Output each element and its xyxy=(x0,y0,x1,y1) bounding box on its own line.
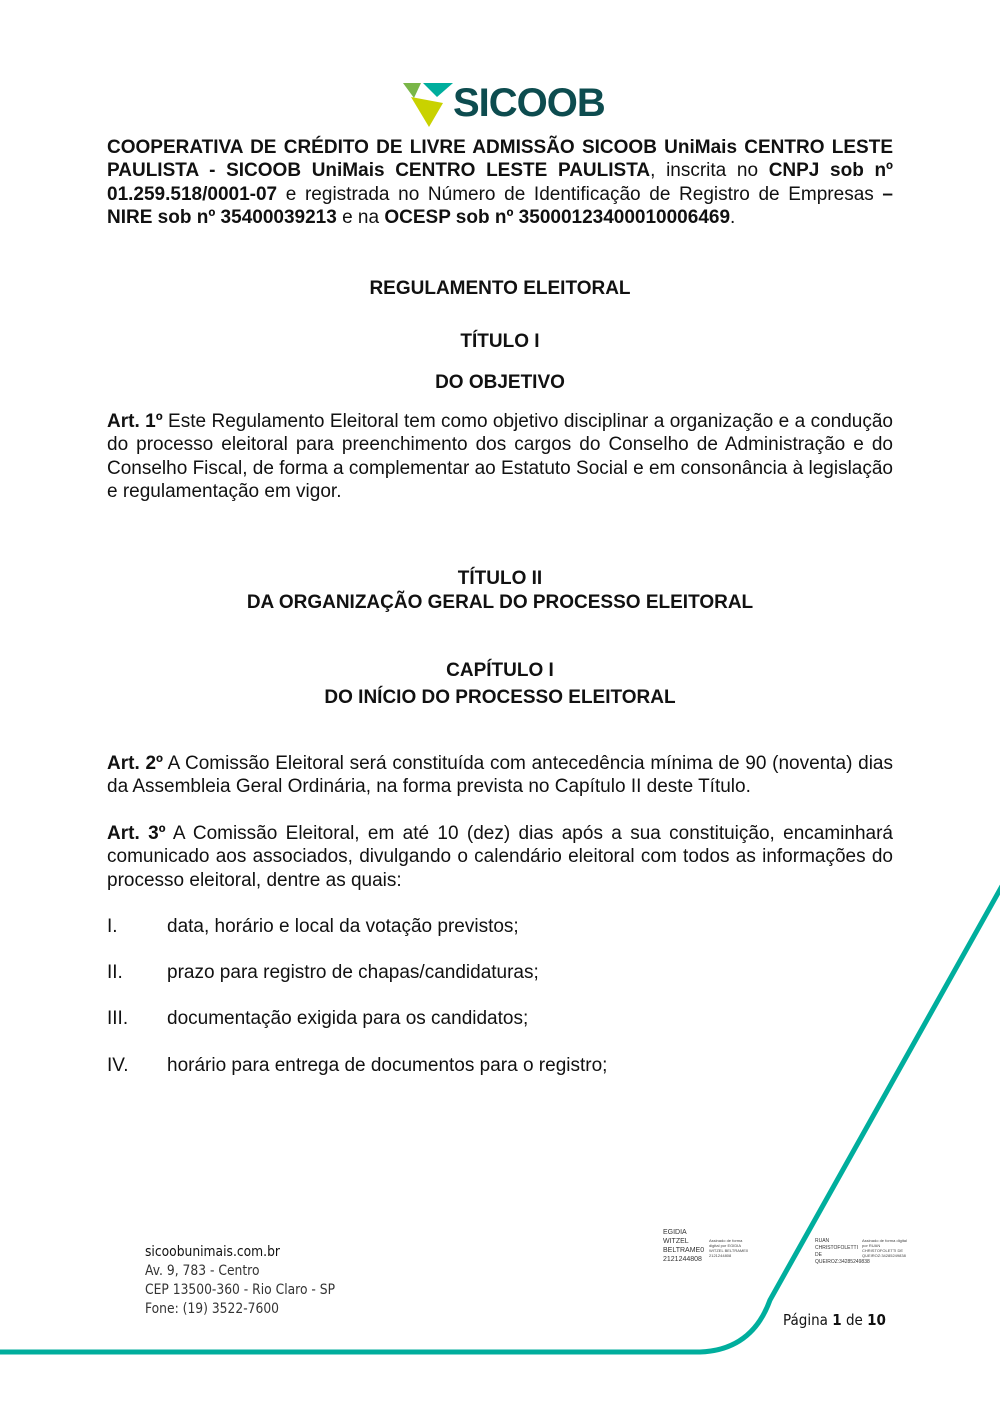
list-item xyxy=(107,1055,607,1077)
list-item xyxy=(107,962,539,984)
capitulo-1-label: CAPÍTULO I xyxy=(446,660,554,681)
item-text: horário para entrega de documentos para o registro; xyxy=(167,1055,608,1076)
list-item xyxy=(107,1008,528,1030)
header-segment: e na xyxy=(336,206,385,228)
digital-signature xyxy=(815,1238,910,1266)
header-segment: CNPJ sob nº 01.259.518/0001-07 xyxy=(107,160,893,205)
logo-icon xyxy=(403,83,453,127)
header-segment: OCESP sob nº 35000123400010006469 xyxy=(384,206,731,228)
sicoob-logo xyxy=(403,83,603,129)
item-number: I. xyxy=(107,916,118,937)
page-sep: de xyxy=(841,1311,868,1329)
website-link[interactable]: sicoobunimais.com.br xyxy=(145,1244,280,1260)
address: Av. 9, 783 - Centro xyxy=(145,1263,260,1279)
header-segment: . xyxy=(730,206,736,228)
phone: Fone: (19) 3522-7600 xyxy=(145,1301,280,1317)
art-text: Este Regulamento Eleitoral tem como objetivo disciplinar a organização e a condução do processo eleitoral para preenchimento dos cargos do Conselho de Administração e do Conselho Fiscal, de forma a complementar ao Estatuto Social e em consonância à legislação e regulamentação em vigor. xyxy=(107,411,893,502)
header-segment: – NIRE sob nº 35400039213 xyxy=(107,183,893,228)
titulo-1-name: DO OBJETIVO xyxy=(435,372,565,393)
titulo-1-label: TÍTULO I xyxy=(460,331,540,352)
page-prefix: Página xyxy=(783,1311,833,1329)
signature-note: Assinado de forma digital por EGIDIA WITZEL BELTRAME0 2121244808 xyxy=(709,1238,749,1258)
titulo-2-name: DA ORGANIZAÇÃO GERAL DO PROCESSO ELEITORAL xyxy=(246,592,754,613)
art-text: A Comissão Eleitoral, em até 10 (dez) dias após a sua constituição, encaminhará comunicado aos associados, divulgando o calendário eleitoral com todos as informações do processo eleitoral, dentre as quais: xyxy=(107,823,893,891)
item-number: III. xyxy=(107,1008,129,1029)
item-number: IV. xyxy=(107,1055,129,1076)
art-1 xyxy=(107,410,893,503)
cooperative-header xyxy=(107,136,893,229)
footer-contact xyxy=(145,1243,335,1319)
digital-signature xyxy=(663,1228,753,1264)
list-item xyxy=(107,916,519,938)
art-text: A Comissão Eleitoral será constituída com antecedência mínima de 90 (noventa) dias da Assembleia Geral Ordinária, na forma prevista no Capítulo II deste Título. xyxy=(107,753,893,798)
signer-name: EGIDIA WITZEL BELTRAME0 2121244808 xyxy=(663,1229,705,1263)
capitulo-1-name: DO INÍCIO DO PROCESSO ELEITORAL xyxy=(324,687,676,708)
signature-note: Assinado de forma digital por RUAN CHRISTOFOLETTI DE QUEIROZ:34285249838 xyxy=(862,1238,907,1258)
item-text: documentação exigida para os candidatos; xyxy=(167,1008,529,1029)
header-segment: e registrada no Número de Identificação de Registro de Empresas xyxy=(277,183,883,205)
art-label: Art. 3º xyxy=(107,823,166,844)
header-segment: COOPERATIVA DE CRÉDITO DE LIVRE ADMISSÃO SICOOB UniMais CENTRO LESTE PAULISTA - SICOOB UniMais CENTRO LESTE PAULISTA xyxy=(107,137,893,182)
item-number: II. xyxy=(107,962,123,983)
art-label: Art. 2º xyxy=(107,753,163,774)
logo-text: SICOOB xyxy=(453,81,605,125)
document-title: REGULAMENTO ELEITORAL xyxy=(369,278,631,299)
page-current: 1 xyxy=(832,1311,842,1329)
item-text: prazo para registro de chapas/candidaturas; xyxy=(167,962,539,983)
page-total: 10 xyxy=(867,1311,886,1329)
header-segment: , inscrita no xyxy=(650,160,769,182)
page-number xyxy=(783,1311,886,1329)
titulo-2-label: TÍTULO II xyxy=(457,568,543,589)
art-2 xyxy=(107,752,893,799)
art-3 xyxy=(107,822,893,892)
item-text: data, horário e local da votação previstos; xyxy=(167,916,519,937)
cep: CEP 13500-360 - Rio Claro - SP xyxy=(145,1282,336,1298)
signer-name: RUAN CHRISTOFOLETTI DE QUEIROZ:34285249838 xyxy=(815,1238,870,1265)
art-label: Art. 1º xyxy=(107,411,163,432)
